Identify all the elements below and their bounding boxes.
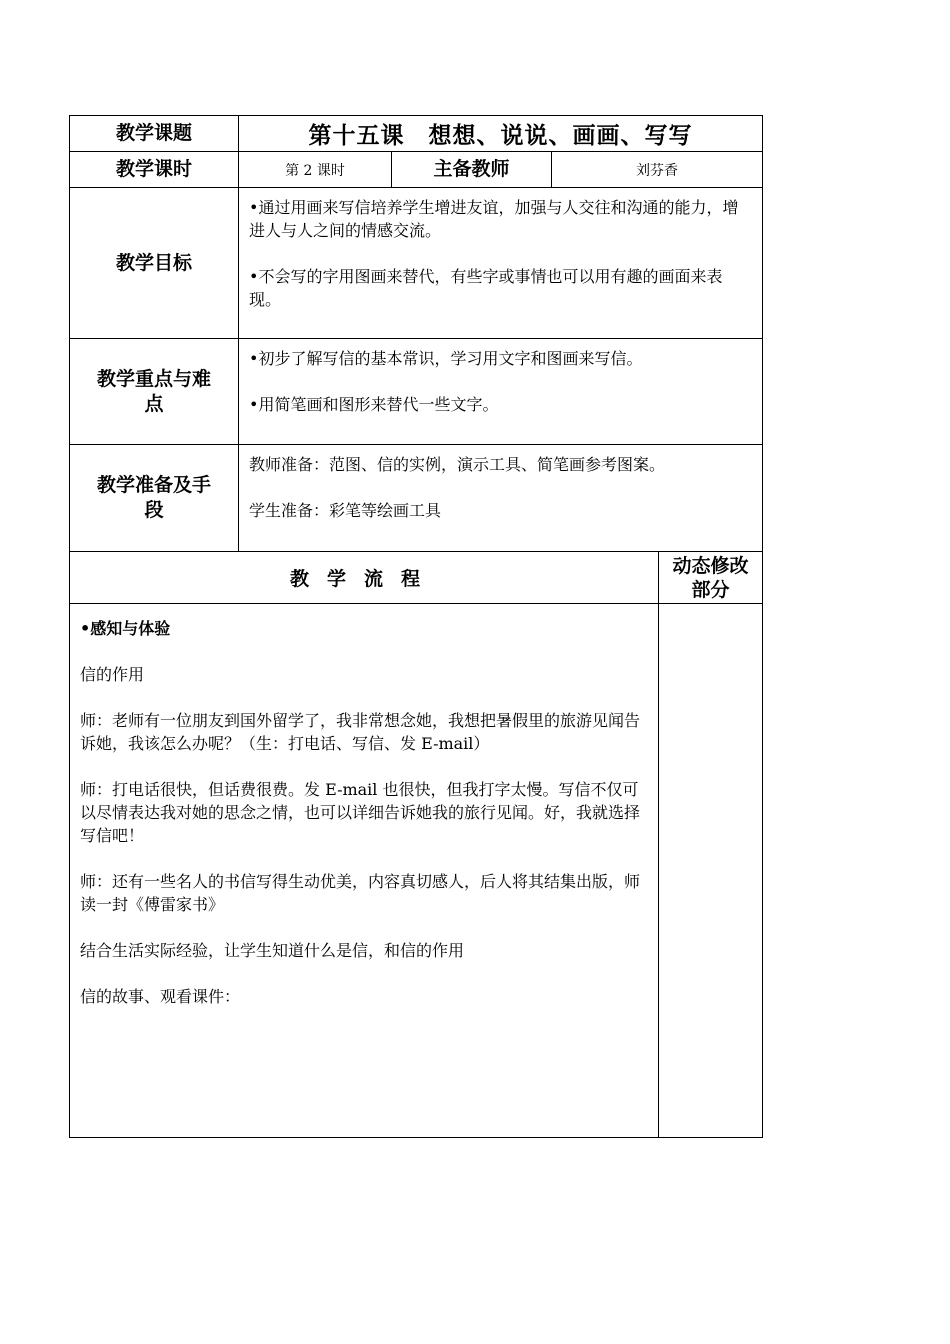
flow-title: 教学流程 (70, 552, 659, 604)
goal-item: •通过用画来写信培养学生增进友谊，加强与人交往和沟通的能力，增进人与人之间的情感交流。 (249, 198, 739, 240)
teacher-label: 主备教师 (392, 152, 552, 188)
goals-content (239, 188, 763, 339)
period-label: 教学课时 (70, 152, 239, 188)
goals-row (70, 188, 763, 339)
flow-paragraph: 师：老师有一位朋友到国外留学了，我非常想念她，我想把暑假里的旅游见闻告诉她，我该怎么办呢？（生：打电话、写信、发 E-mail） (80, 711, 641, 753)
goal-item: •不会写的字用图画来替代，有些字或事情也可以用有趣的画面来表现。 (249, 267, 723, 309)
flow-paragraph: 信的作用 (80, 665, 145, 684)
preparation-item: 教师准备：范图、信的实例，演示工具、简笔画参考图案。 (249, 455, 666, 474)
flow-paragraph: 结合生活实际经验，让学生知道什么是信，和信的作用 (80, 941, 465, 960)
flow-body-row (70, 604, 763, 1138)
flow-content (70, 604, 659, 1138)
lesson-title: 第十五课 想想、说说、画画、写写 (239, 116, 763, 152)
lesson-plan-table (69, 115, 763, 1138)
teacher-value: 刘芬香 (552, 152, 763, 188)
preparation-label: 教学准备及手段 (70, 445, 239, 552)
preparation-content (239, 445, 763, 552)
period-row (70, 152, 763, 188)
key-point-item: •用简笔画和图形来替代一些文字。 (249, 395, 499, 414)
flow-paragraph: 师：打电话很快，但话费很费。发 E-mail 也很快，但我打字太慢。写信不仅可以尽情表达我对她的思念之情，也可以详细告诉她我的旅行见闻。好，我就选择写信吧！ (80, 780, 641, 845)
key-points-row (70, 339, 763, 445)
flow-paragraph: 信的故事、观看课件： (80, 987, 241, 1006)
key-points-label: 教学重点与难点 (70, 339, 239, 445)
flow-paragraph: 师：还有一些名人的书信写得生动优美，内容真切感人，后人将其结集出版，师读一封《傅雷家书》 (80, 872, 641, 914)
key-points-content (239, 339, 763, 445)
dynamic-edit-label: 动态修改部分 (659, 552, 763, 604)
subject-row (70, 116, 763, 152)
preparation-row (70, 445, 763, 552)
section-heading: •感知与体验 (80, 619, 171, 638)
goals-label: 教学目标 (70, 188, 239, 339)
preparation-item: 学生准备：彩笔等绘画工具 (249, 501, 442, 520)
key-point-item: •初步了解写信的基本常识，学习用文字和图画来写信。 (249, 349, 643, 368)
flow-header-row (70, 552, 763, 604)
subject-label: 教学课题 (70, 116, 239, 152)
period-value: 第 2 课时 (239, 152, 392, 188)
dynamic-edit-area (659, 604, 763, 1138)
